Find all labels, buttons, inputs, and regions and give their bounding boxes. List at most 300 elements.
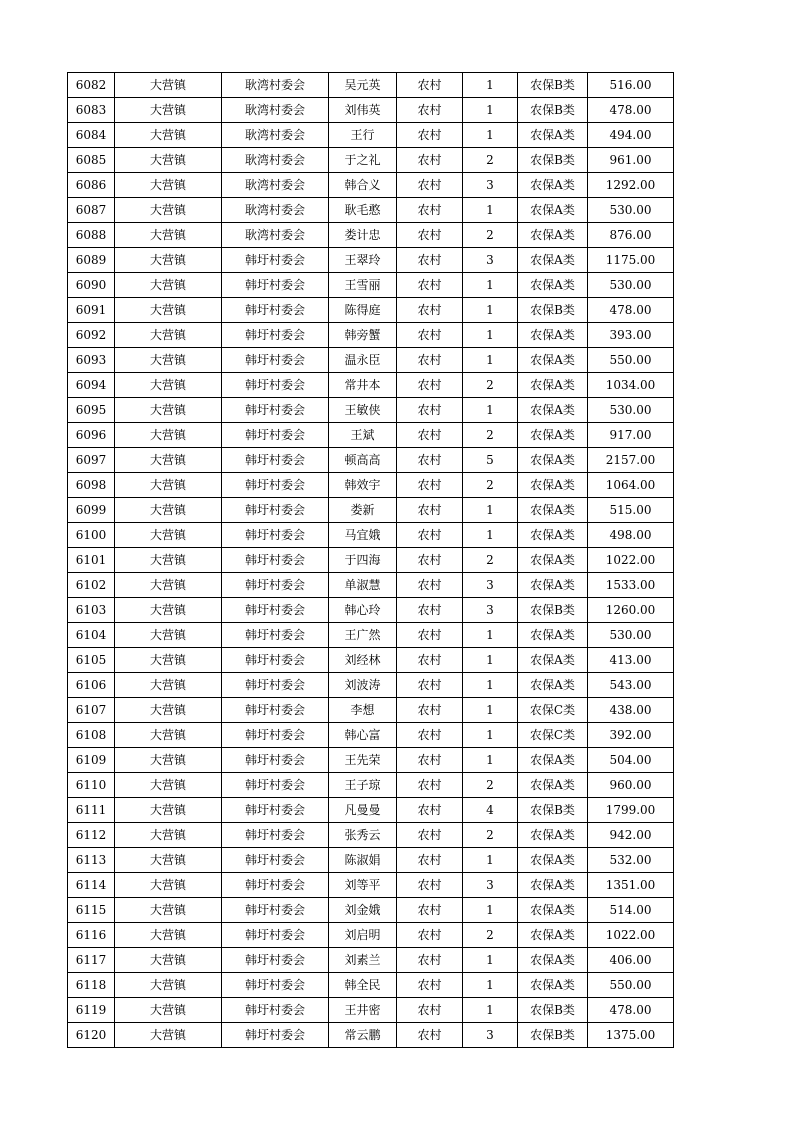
record-number-cell: 6107: [68, 698, 115, 723]
town-cell: 大营镇: [115, 523, 222, 548]
area-type-cell: 农村: [397, 373, 463, 398]
area-type-cell: 农村: [397, 773, 463, 798]
village-committee-cell: 韩圩村委会: [222, 698, 329, 723]
area-type-cell: 农村: [397, 423, 463, 448]
person-name-cell: 王广然: [329, 623, 397, 648]
amount-cell: 960.00: [588, 773, 674, 798]
village-committee-cell: 韩圩村委会: [222, 873, 329, 898]
table-row: [68, 823, 674, 848]
table-row: [68, 73, 674, 98]
area-type-cell: 农村: [397, 623, 463, 648]
person-name-cell: 李想: [329, 698, 397, 723]
amount-cell: 917.00: [588, 423, 674, 448]
household-count-cell: 2: [463, 423, 518, 448]
village-committee-cell: 韩圩村委会: [222, 323, 329, 348]
record-number-cell: 6109: [68, 748, 115, 773]
amount-cell: 1533.00: [588, 573, 674, 598]
town-cell: 大营镇: [115, 598, 222, 623]
insurance-category-cell: 农保A类: [518, 573, 588, 598]
person-name-cell: 王雪丽: [329, 273, 397, 298]
village-committee-cell: 韩圩村委会: [222, 848, 329, 873]
village-committee-cell: 韩圩村委会: [222, 648, 329, 673]
area-type-cell: 农村: [397, 73, 463, 98]
person-name-cell: 耿毛憨: [329, 198, 397, 223]
town-cell: 大营镇: [115, 123, 222, 148]
amount-cell: 550.00: [588, 973, 674, 998]
person-name-cell: 王行: [329, 123, 397, 148]
area-type-cell: 农村: [397, 998, 463, 1023]
town-cell: 大营镇: [115, 923, 222, 948]
town-cell: 大营镇: [115, 473, 222, 498]
household-count-cell: 3: [463, 573, 518, 598]
person-name-cell: 于之礼: [329, 148, 397, 173]
record-number-cell: 6104: [68, 623, 115, 648]
area-type-cell: 农村: [397, 448, 463, 473]
insurance-category-cell: 农保B类: [518, 298, 588, 323]
village-committee-cell: 耿湾村委会: [222, 173, 329, 198]
household-count-cell: 2: [463, 548, 518, 573]
record-number-cell: 6086: [68, 173, 115, 198]
insurance-category-cell: 农保A类: [518, 748, 588, 773]
town-cell: 大营镇: [115, 173, 222, 198]
insurance-category-cell: 农保B类: [518, 798, 588, 823]
amount-cell: 406.00: [588, 948, 674, 973]
area-type-cell: 农村: [397, 848, 463, 873]
insurance-category-cell: 农保A类: [518, 548, 588, 573]
village-committee-cell: 韩圩村委会: [222, 823, 329, 848]
person-name-cell: 单淑慧: [329, 573, 397, 598]
village-committee-cell: 耿湾村委会: [222, 98, 329, 123]
record-number-cell: 6111: [68, 798, 115, 823]
town-cell: 大营镇: [115, 148, 222, 173]
amount-cell: 530.00: [588, 398, 674, 423]
village-committee-cell: 韩圩村委会: [222, 273, 329, 298]
record-number-cell: 6089: [68, 248, 115, 273]
amount-cell: 393.00: [588, 323, 674, 348]
person-name-cell: 王敏侠: [329, 398, 397, 423]
person-name-cell: 刘金娥: [329, 898, 397, 923]
village-committee-cell: 韩圩村委会: [222, 673, 329, 698]
record-number-cell: 6098: [68, 473, 115, 498]
amount-cell: 530.00: [588, 273, 674, 298]
record-number-cell: 6099: [68, 498, 115, 523]
insurance-category-cell: 农保A类: [518, 648, 588, 673]
area-type-cell: 农村: [397, 948, 463, 973]
person-name-cell: 刘等平: [329, 873, 397, 898]
record-number-cell: 6092: [68, 323, 115, 348]
town-cell: 大营镇: [115, 73, 222, 98]
household-count-cell: 1: [463, 523, 518, 548]
insurance-category-cell: 农保A类: [518, 123, 588, 148]
person-name-cell: 王翠玲: [329, 248, 397, 273]
town-cell: 大营镇: [115, 573, 222, 598]
person-name-cell: 吴元英: [329, 73, 397, 98]
amount-cell: 504.00: [588, 748, 674, 773]
area-type-cell: 农村: [397, 748, 463, 773]
area-type-cell: 农村: [397, 523, 463, 548]
insurance-category-cell: 农保A类: [518, 323, 588, 348]
person-name-cell: 张秀云: [329, 823, 397, 848]
record-number-cell: 6083: [68, 98, 115, 123]
village-committee-cell: 耿湾村委会: [222, 123, 329, 148]
town-cell: 大营镇: [115, 873, 222, 898]
village-committee-cell: 韩圩村委会: [222, 423, 329, 448]
record-number-cell: 6095: [68, 398, 115, 423]
person-name-cell: 韩全民: [329, 973, 397, 998]
table-row: [68, 148, 674, 173]
insurance-category-cell: 农保A类: [518, 848, 588, 873]
amount-cell: 1260.00: [588, 598, 674, 623]
area-type-cell: 农村: [397, 123, 463, 148]
record-number-cell: 6115: [68, 898, 115, 923]
table-row: [68, 998, 674, 1023]
amount-cell: 530.00: [588, 198, 674, 223]
insurance-category-cell: 农保A类: [518, 373, 588, 398]
town-cell: 大营镇: [115, 698, 222, 723]
insurance-category-cell: 农保A类: [518, 773, 588, 798]
household-count-cell: 1: [463, 198, 518, 223]
insurance-category-cell: 农保A类: [518, 398, 588, 423]
town-cell: 大营镇: [115, 373, 222, 398]
town-cell: 大营镇: [115, 548, 222, 573]
table-row: [68, 873, 674, 898]
amount-cell: 550.00: [588, 348, 674, 373]
amount-cell: 516.00: [588, 73, 674, 98]
area-type-cell: 农村: [397, 548, 463, 573]
village-committee-cell: 耿湾村委会: [222, 148, 329, 173]
record-number-cell: 6103: [68, 598, 115, 623]
town-cell: 大营镇: [115, 98, 222, 123]
amount-cell: 1064.00: [588, 473, 674, 498]
household-count-cell: 5: [463, 448, 518, 473]
area-type-cell: 农村: [397, 673, 463, 698]
amount-cell: 532.00: [588, 848, 674, 873]
person-name-cell: 刘经林: [329, 648, 397, 673]
table-row: [68, 673, 674, 698]
household-count-cell: 3: [463, 598, 518, 623]
town-cell: 大营镇: [115, 448, 222, 473]
person-name-cell: 刘伟英: [329, 98, 397, 123]
person-name-cell: 刘素兰: [329, 948, 397, 973]
insurance-category-cell: 农保A类: [518, 823, 588, 848]
household-count-cell: 2: [463, 823, 518, 848]
household-count-cell: 1: [463, 898, 518, 923]
table-row: [68, 198, 674, 223]
table-row: [68, 548, 674, 573]
area-type-cell: 农村: [397, 573, 463, 598]
table-row: [68, 748, 674, 773]
amount-cell: 876.00: [588, 223, 674, 248]
person-name-cell: 马宜娥: [329, 523, 397, 548]
town-cell: 大营镇: [115, 223, 222, 248]
area-type-cell: 农村: [397, 598, 463, 623]
person-name-cell: 凡曼曼: [329, 798, 397, 823]
village-committee-cell: 韩圩村委会: [222, 923, 329, 948]
household-count-cell: 1: [463, 748, 518, 773]
table-row: [68, 898, 674, 923]
area-type-cell: 农村: [397, 698, 463, 723]
household-count-cell: 1: [463, 273, 518, 298]
record-number-cell: 6097: [68, 448, 115, 473]
village-committee-cell: 韩圩村委会: [222, 523, 329, 548]
village-committee-cell: 韩圩村委会: [222, 373, 329, 398]
amount-cell: 1175.00: [588, 248, 674, 273]
village-committee-cell: 耿湾村委会: [222, 73, 329, 98]
amount-cell: 1022.00: [588, 548, 674, 573]
record-number-cell: 6120: [68, 1023, 115, 1048]
household-count-cell: 1: [463, 973, 518, 998]
person-name-cell: 陈淑娟: [329, 848, 397, 873]
table-row: [68, 523, 674, 548]
record-number-cell: 6110: [68, 773, 115, 798]
town-cell: 大营镇: [115, 798, 222, 823]
village-committee-cell: 韩圩村委会: [222, 723, 329, 748]
household-count-cell: 1: [463, 398, 518, 423]
household-count-cell: 3: [463, 248, 518, 273]
insurance-category-cell: 农保A类: [518, 448, 588, 473]
town-cell: 大营镇: [115, 898, 222, 923]
household-count-cell: 1: [463, 348, 518, 373]
town-cell: 大营镇: [115, 973, 222, 998]
record-number-cell: 6094: [68, 373, 115, 398]
insurance-category-cell: 农保B类: [518, 148, 588, 173]
person-name-cell: 韩心富: [329, 723, 397, 748]
amount-cell: 1351.00: [588, 873, 674, 898]
person-name-cell: 温永臣: [329, 348, 397, 373]
town-cell: 大营镇: [115, 248, 222, 273]
area-type-cell: 农村: [397, 798, 463, 823]
household-count-cell: 1: [463, 98, 518, 123]
insurance-category-cell: 农保A类: [518, 273, 588, 298]
person-name-cell: 顿高高: [329, 448, 397, 473]
record-number-cell: 6114: [68, 873, 115, 898]
insurance-category-cell: 农保A类: [518, 473, 588, 498]
village-committee-cell: 韩圩村委会: [222, 298, 329, 323]
household-count-cell: 1: [463, 848, 518, 873]
area-type-cell: 农村: [397, 498, 463, 523]
household-count-cell: 2: [463, 773, 518, 798]
area-type-cell: 农村: [397, 323, 463, 348]
amount-cell: 498.00: [588, 523, 674, 548]
village-committee-cell: 韩圩村委会: [222, 1023, 329, 1048]
table-row: [68, 98, 674, 123]
table-row: [68, 798, 674, 823]
town-cell: 大营镇: [115, 748, 222, 773]
area-type-cell: 农村: [397, 923, 463, 948]
town-cell: 大营镇: [115, 848, 222, 873]
table-row: [68, 648, 674, 673]
town-cell: 大营镇: [115, 623, 222, 648]
record-number-cell: 6090: [68, 273, 115, 298]
area-type-cell: 农村: [397, 148, 463, 173]
village-committee-cell: 韩圩村委会: [222, 948, 329, 973]
household-count-cell: 1: [463, 948, 518, 973]
area-type-cell: 农村: [397, 298, 463, 323]
insurance-category-cell: 农保B类: [518, 998, 588, 1023]
amount-cell: 942.00: [588, 823, 674, 848]
amount-cell: 1022.00: [588, 923, 674, 948]
household-count-cell: 2: [463, 223, 518, 248]
household-count-cell: 1: [463, 673, 518, 698]
village-committee-cell: 韩圩村委会: [222, 623, 329, 648]
insurance-category-cell: 农保B类: [518, 98, 588, 123]
village-committee-cell: 韩圩村委会: [222, 798, 329, 823]
amount-cell: 2157.00: [588, 448, 674, 473]
insurance-category-cell: 农保A类: [518, 248, 588, 273]
person-name-cell: 娄新: [329, 498, 397, 523]
town-cell: 大营镇: [115, 948, 222, 973]
person-name-cell: 娄计忠: [329, 223, 397, 248]
table-row: [68, 848, 674, 873]
record-number-cell: 6106: [68, 673, 115, 698]
insurance-category-cell: 农保B类: [518, 598, 588, 623]
record-number-cell: 6093: [68, 348, 115, 373]
household-count-cell: 3: [463, 1023, 518, 1048]
household-count-cell: 3: [463, 873, 518, 898]
town-cell: 大营镇: [115, 273, 222, 298]
person-name-cell: 常井本: [329, 373, 397, 398]
village-committee-cell: 韩圩村委会: [222, 548, 329, 573]
table-row: [68, 473, 674, 498]
village-committee-cell: 韩圩村委会: [222, 898, 329, 923]
table-row: [68, 248, 674, 273]
town-cell: 大营镇: [115, 1023, 222, 1048]
roster-table: [67, 72, 674, 1048]
area-type-cell: 农村: [397, 723, 463, 748]
household-count-cell: 1: [463, 648, 518, 673]
area-type-cell: 农村: [397, 398, 463, 423]
household-count-cell: 2: [463, 148, 518, 173]
table-row: [68, 723, 674, 748]
amount-cell: 438.00: [588, 698, 674, 723]
amount-cell: 478.00: [588, 98, 674, 123]
town-cell: 大营镇: [115, 773, 222, 798]
village-committee-cell: 韩圩村委会: [222, 573, 329, 598]
insurance-category-cell: 农保A类: [518, 198, 588, 223]
town-cell: 大营镇: [115, 498, 222, 523]
household-count-cell: 1: [463, 998, 518, 1023]
amount-cell: 514.00: [588, 898, 674, 923]
town-cell: 大营镇: [115, 723, 222, 748]
table-row: [68, 973, 674, 998]
person-name-cell: 刘波涛: [329, 673, 397, 698]
household-count-cell: 4: [463, 798, 518, 823]
amount-cell: 1799.00: [588, 798, 674, 823]
person-name-cell: 韩效宇: [329, 473, 397, 498]
person-name-cell: 刘启明: [329, 923, 397, 948]
town-cell: 大营镇: [115, 423, 222, 448]
village-committee-cell: 韩圩村委会: [222, 973, 329, 998]
household-count-cell: 1: [463, 123, 518, 148]
roster-body: [68, 73, 674, 1048]
record-number-cell: 6082: [68, 73, 115, 98]
record-number-cell: 6102: [68, 573, 115, 598]
area-type-cell: 农村: [397, 248, 463, 273]
town-cell: 大营镇: [115, 823, 222, 848]
village-committee-cell: 韩圩村委会: [222, 998, 329, 1023]
insurance-category-cell: 农保A类: [518, 898, 588, 923]
amount-cell: 961.00: [588, 148, 674, 173]
person-name-cell: 韩心玲: [329, 598, 397, 623]
insurance-category-cell: 农保A类: [518, 973, 588, 998]
record-number-cell: 6085: [68, 148, 115, 173]
village-committee-cell: 耿湾村委会: [222, 198, 329, 223]
person-name-cell: 韩旁蟹: [329, 323, 397, 348]
insurance-category-cell: 农保B类: [518, 73, 588, 98]
table-row: [68, 398, 674, 423]
area-type-cell: 农村: [397, 273, 463, 298]
area-type-cell: 农村: [397, 823, 463, 848]
amount-cell: 478.00: [588, 298, 674, 323]
insurance-category-cell: 农保C类: [518, 723, 588, 748]
record-number-cell: 6100: [68, 523, 115, 548]
record-number-cell: 6087: [68, 198, 115, 223]
amount-cell: 515.00: [588, 498, 674, 523]
insurance-category-cell: 农保A类: [518, 423, 588, 448]
table-row: [68, 698, 674, 723]
insurance-category-cell: 农保A类: [518, 498, 588, 523]
village-committee-cell: 韩圩村委会: [222, 473, 329, 498]
table-row: [68, 948, 674, 973]
table-row: [68, 348, 674, 373]
amount-cell: 1292.00: [588, 173, 674, 198]
area-type-cell: 农村: [397, 648, 463, 673]
record-number-cell: 6088: [68, 223, 115, 248]
area-type-cell: 农村: [397, 223, 463, 248]
amount-cell: 413.00: [588, 648, 674, 673]
amount-cell: 1034.00: [588, 373, 674, 398]
person-name-cell: 韩合义: [329, 173, 397, 198]
person-name-cell: 王斌: [329, 423, 397, 448]
area-type-cell: 农村: [397, 1023, 463, 1048]
table-row: [68, 448, 674, 473]
table-row: [68, 773, 674, 798]
village-committee-cell: 耿湾村委会: [222, 223, 329, 248]
household-count-cell: 2: [463, 373, 518, 398]
village-committee-cell: 韩圩村委会: [222, 498, 329, 523]
table-row: [68, 498, 674, 523]
amount-cell: 543.00: [588, 673, 674, 698]
table-row: [68, 573, 674, 598]
household-count-cell: 3: [463, 173, 518, 198]
person-name-cell: 王先荣: [329, 748, 397, 773]
insurance-category-cell: 农保A类: [518, 623, 588, 648]
town-cell: 大营镇: [115, 298, 222, 323]
table-row: [68, 323, 674, 348]
record-number-cell: 6113: [68, 848, 115, 873]
table-row: [68, 373, 674, 398]
town-cell: 大营镇: [115, 998, 222, 1023]
table-row: [68, 923, 674, 948]
record-number-cell: 6096: [68, 423, 115, 448]
record-number-cell: 6084: [68, 123, 115, 148]
insurance-category-cell: 农保C类: [518, 698, 588, 723]
table-row: [68, 423, 674, 448]
amount-cell: 1375.00: [588, 1023, 674, 1048]
insurance-category-cell: 农保A类: [518, 923, 588, 948]
person-name-cell: 王井密: [329, 998, 397, 1023]
area-type-cell: 农村: [397, 873, 463, 898]
record-number-cell: 6118: [68, 973, 115, 998]
table-row: [68, 123, 674, 148]
record-number-cell: 6117: [68, 948, 115, 973]
insurance-category-cell: 农保A类: [518, 173, 588, 198]
household-count-cell: 1: [463, 323, 518, 348]
village-committee-cell: 韩圩村委会: [222, 348, 329, 373]
insurance-category-cell: 农保A类: [518, 348, 588, 373]
village-committee-cell: 韩圩村委会: [222, 248, 329, 273]
amount-cell: 478.00: [588, 998, 674, 1023]
